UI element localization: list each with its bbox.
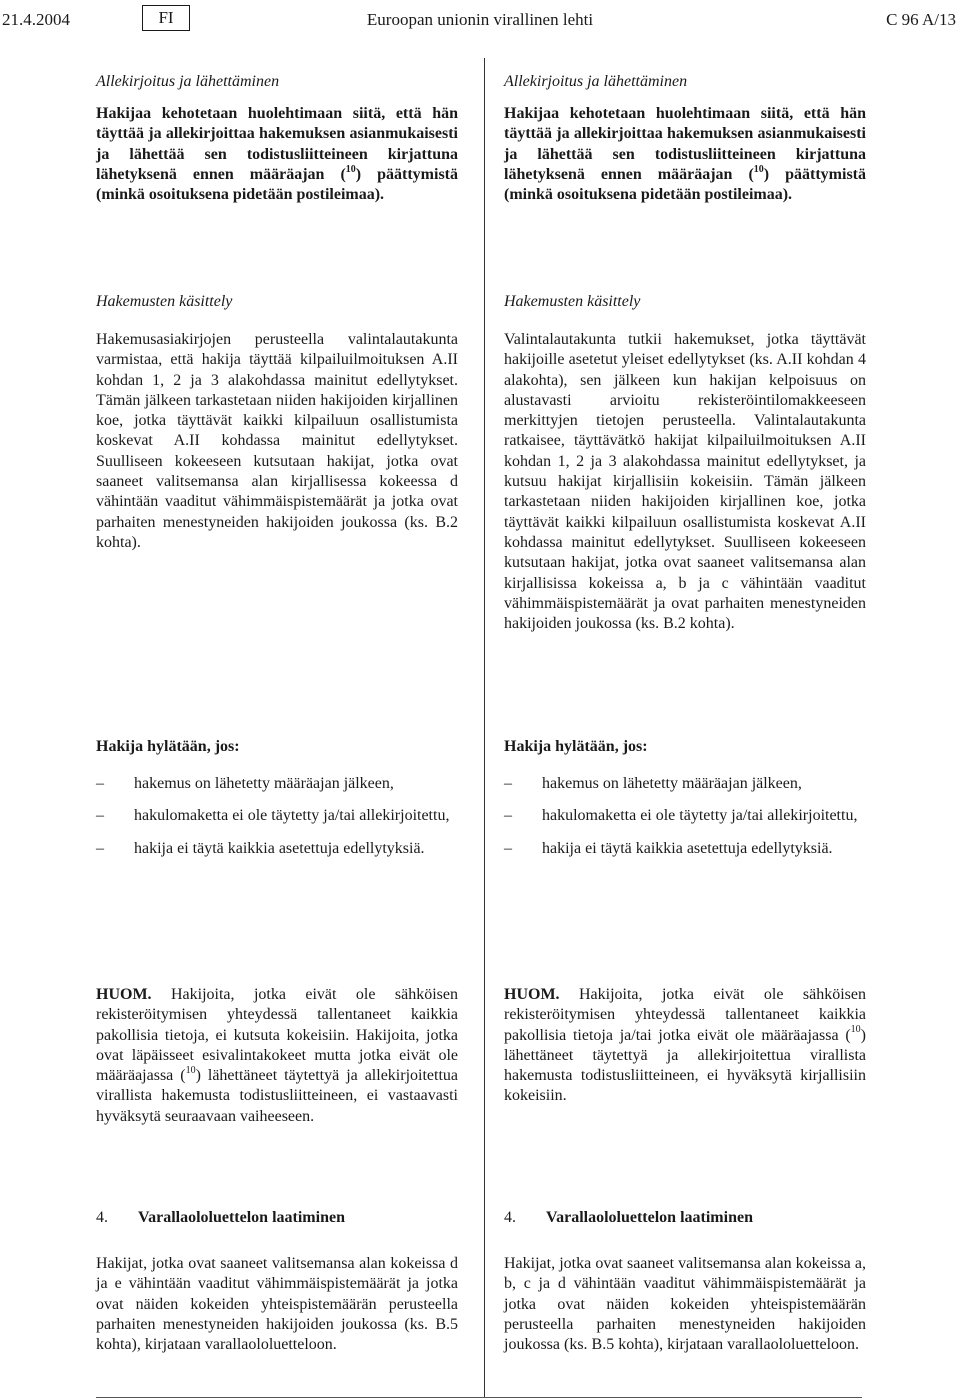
list-item: – hakija ei täytä kaikkia asetettuja edellytyksiä. <box>96 839 425 857</box>
left-section4-text: Hakijat, jotka ovat saaneet valitsemansa alan kokeissa d ja e vähintään vaaditut vähimmäispistemäärät ja jotka ovat näiden kokeiden yhteispistemäärän perusteella parhaiten menestyneiden hakijoiden joukossa (ks. B.5 kohta), kirjataan varallaololuetteloon. <box>96 1255 458 1354</box>
left-signature-text-b: päättymistä (minkä osoituksena pidetään postileimaa). <box>96 165 458 204</box>
right-section4-heading <box>504 1208 866 1228</box>
right-note-label: HUOM. <box>504 986 560 1003</box>
right-signature-text: Hakijaa kehotetaan huolehtimaan siitä, että hän täyttää ja allekirjoittaa hakemuksen asianmukaisesti ja lähettää sen todistusliitteineen kirjattuna lähetyksenä ennen määräajan ($^{10}$) päättymistä (minkä osoituksena pidetään postileimaa). <box>504 105 866 204</box>
left-section4-title: Varallaololuettelon laatiminen <box>138 1209 345 1226</box>
right-reject-heading: Hakija hylätään, jos: <box>504 738 648 755</box>
left-processing-section <box>96 292 458 553</box>
publication-date: 21.4.2004 <box>2 10 70 29</box>
right-processing-heading: Hakemusten käsittely <box>504 293 641 310</box>
right-section4-text: Hakijat, jotka ovat saaneet valitsemansa alan kokeissa a, b, c ja d vähintään vaaditut vähimmäispistemäärät ja jotka ovat näiden kokeiden yhteispistemäärän perusteella parhaiten menestyneiden hakijoiden joukossa (ks. B.5 kohta), kirjataan varallaololuetteloon. <box>504 1255 866 1354</box>
left-signature-footnote: 10 <box>345 163 356 175</box>
right-signature-section <box>504 72 866 205</box>
page-header <box>0 0 960 42</box>
right-signature-text-a: Hakijaa kehotetaan huolehtimaan siitä, että hän täyttää ja allekirjoittaa hakemuksen asianmukaisesti ja lähettää sen todistusliitteineen kirjattuna lähetyksenä ennen määräajan <box>504 105 866 183</box>
left-section4 <box>96 1208 458 1355</box>
page-reference: C 96 A/13 <box>886 10 956 29</box>
left-reject-list <box>96 774 458 859</box>
journal-title: Euroopan unionin virallinen lehti <box>366 10 594 29</box>
right-note-text: HUOM. Hakijoita, jotka eivät ole sähköisen rekisteröitymisen yhteydessä tallentaneet kaikkia pakollisia tietoja ja/tai jotka eivät ole määräajassa ($^{10}$) lähettäneet täytettyä ja allekirjoitettua virallista hakemusta todistusliitteineen, ei hyväksytä kirjallisiin kokeisiin. <box>504 986 866 1105</box>
right-reject-list <box>504 774 866 859</box>
right-processing-text: Valintalautakunta tutkii hakemukset, jotka täyttävät hakijoille asetetut yleiset edellytykset (ks. A.II kohdan 4 alakohta), sen jälkeen kun hakijan kelpoisuus on alustavasti arvioitu rekisteröintilomakkeeseen merkittyjen tietojen perusteella. Valintalautakunta ratkaisee, täyttävätkö hakijat kilpailuilmoituksen A.II kohdan 1, 2 ja 3 alakohdassa mainitut edellytykset, ja kutsuu hakijat kirjallisiin kokeisiin. Tämän jälkeen tarkastetaan niiden hakijoiden kirjallinen koe, jotka täyttävät kaikki kilpailuun osallistumista koskevat A.II kohdassa mainitut edellytykset. Suulliseen kokeeseen kutsutaan hakijat, jotka ovat saaneet valitsemansa alan kirjallisissa kokeissa a, b ja c vähintään vaaditut vähimmäispistemäärät ja ovat parhaiten menestyneiden hakijoiden joukossa (ks. B.2 kohta). <box>504 331 866 633</box>
right-processing-section <box>504 292 866 634</box>
left-signature-section <box>96 72 458 205</box>
left-signature-text: Hakijaa kehotetaan huolehtimaan siitä, että hän täyttää ja allekirjoittaa hakemuksen asianmukaisesti ja lähettää sen todistusliitteineen kirjattuna lähetyksenä ennen määräajan ($^{10}$) päättymistä (minkä osoituksena pidetään postileimaa). <box>96 105 458 204</box>
list-item: – hakulomaketta ei ole täytetty ja/tai allekirjoitettu, <box>96 807 450 825</box>
right-note-footnote: 10 <box>850 1024 861 1036</box>
right-section4 <box>504 1208 866 1355</box>
left-section4-number: 4. <box>96 1209 108 1226</box>
left-note-label: HUOM. <box>96 986 152 1003</box>
list-item: – hakulomaketta ei ole täytetty ja/tai allekirjoitettu, <box>504 807 858 825</box>
left-processing-heading: Hakemusten käsittely <box>96 293 233 310</box>
left-signature-text-a: Hakijaa kehotetaan huolehtimaan siitä, että hän täyttää ja allekirjoittaa hakemuksen asianmukaisesti ja lähettää sen todistusliitteineen kirjattuna lähetyksenä ennen määräajan <box>96 105 458 183</box>
left-reject-heading: Hakija hylätään, jos: <box>96 738 240 755</box>
left-reject-section <box>96 737 458 859</box>
left-note-text: HUOM. Hakijoita, jotka eivät ole sähköisen rekisteröitymisen yhteydessä tallentaneet kaikkia pakollisia tietoja, ei kutsuta kokeisiin. Hakijoita, jotka ovat läpäisseet esivalintakokeet mutta jotka eivät ole määräajassa ($^{10}$) lähettäneet täytettyä ja allekirjoitettua virallista hakemusta todistusliitteineen, ei vastaavasti hyväksytä seuraavaan vaiheeseen. <box>96 986 458 1125</box>
footer-rule <box>96 1397 862 1398</box>
language-box: FI <box>142 5 190 31</box>
right-signature-footnote: 10 <box>753 163 764 175</box>
list-item: – hakemus on lähetetty määräajan jälkeen, <box>96 775 394 792</box>
right-note-section <box>504 985 866 1107</box>
left-section4-heading <box>96 1208 458 1228</box>
list-item: – hakemus on lähetetty määräajan jälkeen, <box>504 775 802 792</box>
right-reject-section <box>504 737 866 859</box>
column-divider <box>484 58 485 1398</box>
list-item: – hakija ei täytä kaikkia asetettuja edellytyksiä. <box>504 839 833 857</box>
right-signature-text-b: päättymistä (minkä osoituksena pidetään postileimaa). <box>504 165 866 204</box>
left-note-footnote: 10 <box>185 1064 196 1076</box>
right-section4-title: Varallaololuettelon laatiminen <box>546 1209 753 1226</box>
left-processing-text: Hakemusasiakirjojen perusteella valintalautakunta varmistaa, että hakija täyttää kilpailuilmoituksen A.II kohdan 1, 2 ja 3 alakohdassa mainitut edellytykset. Tämän jälkeen tarkastetaan niiden hakijoiden kirjallinen koe, jotka täyttävät kaikki kilpailuun osallistumista koskevat A.II kohdassa mainitut edellytykset. Suulliseen kokeeseen kutsutaan hakijat, jotka ovat saaneet valitsemansa alan kirjallisessa kokeessa d vähintään vaaditut vähimmäispistemäärät ja jotka ovat parhaiten menestyneiden hakijoiden joukossa (ks. B.2 kohta). <box>96 331 458 551</box>
right-section4-number: 4. <box>504 1209 516 1226</box>
right-signature-heading: Allekirjoitus ja lähettäminen <box>504 73 688 90</box>
left-signature-heading: Allekirjoitus ja lähettäminen <box>96 73 280 90</box>
left-note-section <box>96 985 458 1127</box>
